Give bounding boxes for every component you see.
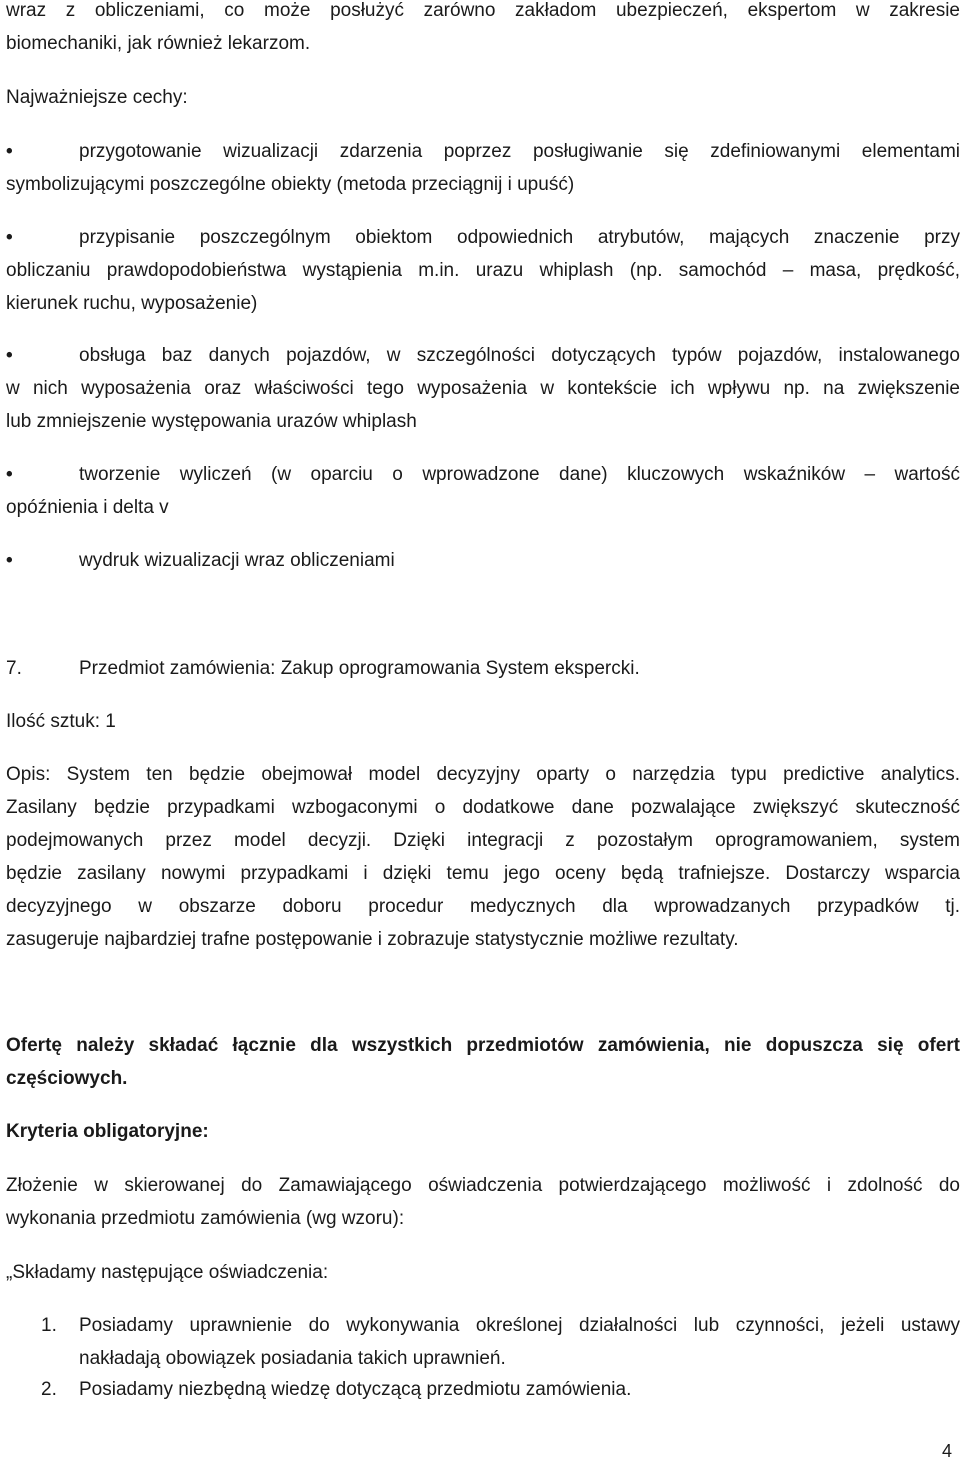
bullet-4-line-1: tworzenie wyliczeń (w oparciu o wprowadzone dane) kluczowych wskaźników – wartość: [79, 464, 960, 485]
page-number: 4: [941, 1441, 952, 1461]
offer-notice-line-2: częściowych.: [6, 1068, 128, 1089]
statements-intro: „Składamy następujące oświadczenia:: [6, 1262, 329, 1283]
description-line-2: Zasilany będzie przypadkami wzbogaconymi o dodatkowe dane pozwalające zwiększyć skuteczność: [6, 797, 960, 818]
intro-line-1: wraz z obliczeniami, co może posłużyć zarówno zakładom ubezpieczeń, ekspertom w zakresie: [6, 0, 960, 21]
statement-1-number: 1.: [41, 1315, 57, 1336]
features-heading: Najważniejsze cechy:: [6, 87, 188, 108]
description-line-1: Opis: System ten będzie obejmował model decyzyjny oparty o narzędzia typu predictive analytics.: [6, 764, 960, 785]
declaration-line-1: Złożenie w skierowanej do Zamawiającego oświadczenia potwierdzającego możliwość i zdolność do: [6, 1175, 960, 1196]
quantity-line: Ilość sztuk: 1: [6, 711, 116, 732]
statement-2-line-1: Posiadamy niezbędną wiedzę dotyczącą przedmiotu zamówienia.: [79, 1379, 632, 1400]
bullet-3-line-2: w nich wyposażenia oraz właściwości tego wyposażenia w kontekście ich wpływu np. na zwiększenie: [6, 378, 960, 399]
statement-2-number: 2.: [41, 1379, 57, 1400]
bullet-3-line-1: obsługa baz danych pojazdów, w szczególności dotyczących typów pojazdów, instalowanego: [79, 345, 960, 366]
statement-1-line-1: Posiadamy uprawnienie do wykonywania określonej działalności lub czynności, jeżeli ustawy: [79, 1315, 960, 1336]
bullet-2-line-2: obliczaniu prawdopodobieństwa wystąpienia m.in. urazu whiplash (np. samochód – masa, prędkość,: [6, 260, 960, 281]
description-line-6: zasugeruje najbardziej trafne postępowanie i zobrazuje statystycznie możliwe rezultaty.: [6, 929, 739, 950]
bullet-2-line-3: kierunek ruchu, wyposażenie): [6, 293, 258, 314]
bullet-dot-icon: •: [6, 141, 13, 162]
statement-1-line-2: nakładają obowiązek posiadania takich uprawnień.: [79, 1348, 506, 1369]
bullet-1-line-2: symbolizującymi poszczególne obiekty (metoda przeciągnij i upuść): [6, 174, 575, 195]
description-line-5: decyzyjnego w obszarze doboru procedur medycznych dla wprowadzanych przypadków tj.: [6, 896, 960, 917]
bullet-dot-icon: •: [6, 550, 13, 571]
intro-line-2: biomechaniki, jak również lekarzom.: [6, 33, 311, 54]
bullet-dot-icon: •: [6, 345, 13, 366]
bullet-dot-icon: •: [6, 464, 13, 485]
bullet-4-line-2: opóźnienia i delta v: [6, 497, 169, 518]
bullet-3-line-3: lub zmniejszenie występowania urazów whiplash: [6, 411, 417, 432]
bullet-2-line-1: przypisanie poszczególnym obiektom odpowiednich atrybutów, mających znaczenie przy: [79, 227, 960, 248]
description-line-4: będzie zasilany nowymi przypadkami i dzięki temu jego oceny będą trafniejsze. Dostarczy wsparcia: [6, 863, 960, 884]
section-number: 7.: [6, 658, 22, 679]
description-line-3: podejmowanych przez model decyzji. Dzięki integracji z pozostałym oprogramowaniem, system: [6, 830, 960, 851]
bullet-1-line-1: przygotowanie wizualizacji zdarzenia poprzez posługiwanie się zdefiniowanymi elementami: [79, 141, 960, 162]
bullet-dot-icon: •: [6, 227, 13, 248]
criteria-heading: Kryteria obligatoryjne:: [6, 1121, 209, 1142]
offer-notice-line-1: Ofertę należy składać łącznie dla wszystkich przedmiotów zamówienia, nie dopuszcza się ofert: [6, 1035, 960, 1056]
bullet-5-line-1: wydruk wizualizacji wraz obliczeniami: [79, 550, 395, 571]
section-title: Przedmiot zamówienia: Zakup oprogramowania System ekspercki.: [79, 658, 640, 679]
declaration-line-2: wykonania przedmiotu zamówienia (wg wzoru):: [6, 1208, 405, 1229]
